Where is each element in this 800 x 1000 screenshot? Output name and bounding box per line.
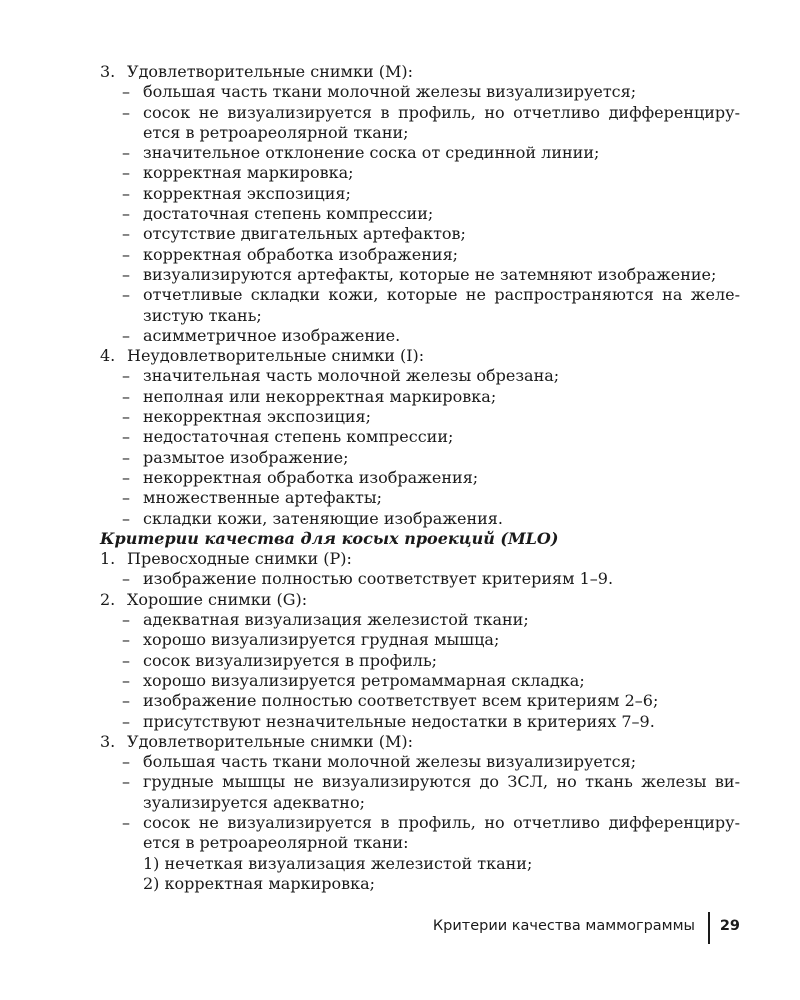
footer-divider (708, 912, 710, 944)
list-item: – грудные мышцы не визуализируются до ЗСЛ, но ткань железы ви- (122, 772, 740, 792)
list-item: – визуализируются артефакты, которые не затемняют изображение; (122, 264, 717, 284)
list-heading-moderate-mlo (100, 732, 740, 752)
list-item: – значительное отклонение соска от срединной линии; (122, 143, 600, 163)
list-item: – изображение полностью соответствует всем критериям 2–6; (122, 691, 659, 711)
list-heading-good (100, 590, 740, 610)
list-item: – асимметричное изображение. (122, 325, 401, 345)
running-title: Критерии качества маммограммы (432, 918, 695, 934)
list-item: – множественные артефакты; (122, 488, 382, 508)
list-heading-perfect (100, 549, 740, 569)
list-item: – сосок визуализируется в профиль; (122, 650, 438, 670)
list-item: – хорошо визуализируется ретромаммарная складка; (122, 670, 585, 690)
sub-list-item: 2) корректная маркировка; (143, 873, 376, 893)
list-item: – сосок не визуализируется в профиль, но отчетливо дифференциру- (122, 812, 740, 832)
list-item: – корректная обработка изображения; (122, 244, 459, 264)
list-item: – корректная экспозиция; (122, 183, 351, 203)
list-item: – значительная часть молочной железы обрезана; (122, 366, 560, 386)
list-number: 1. (100, 549, 116, 569)
list-heading-text: Хорошие снимки (G): (127, 589, 308, 609)
list-item: – корректная маркировка; (122, 163, 354, 183)
list-heading-moderate-cc (100, 62, 740, 82)
list-heading-text: Удовлетворительные снимки (M): (127, 62, 413, 81)
list-item: – большая часть ткани молочной железы визуализируется; (122, 752, 637, 772)
list-item: – отчетливые складки кожи, которые не распространяются на желе- (122, 285, 740, 305)
list-item-continuation: ется в ретроареолярной ткани; (143, 122, 409, 142)
list-number: 2. (100, 589, 116, 609)
running-footer (400, 912, 740, 944)
list-item: – достаточная степень компрессии; (122, 204, 434, 224)
list-item-continuation: ется в ретроареолярной ткани: (143, 833, 409, 853)
list-item: – сосок не визуализируется в профиль, но отчетливо дифференциру- (122, 102, 740, 122)
list-item: – отсутствие двигательных артефактов; (122, 224, 466, 244)
list-item: – неполная или некорректная маркировка; (122, 386, 497, 406)
list-item: – некорректная экспозиция; (122, 407, 371, 427)
list-number: 3. (100, 731, 116, 751)
sub-list-item: 1) нечеткая визуализация железистой ткани; (143, 853, 533, 873)
list-item-continuation: зистую ткань; (143, 305, 262, 325)
list-item: – большая часть ткани молочной железы визуализируется; (122, 82, 637, 102)
page-number: 29 (719, 918, 740, 934)
list-heading-inadequate (100, 346, 740, 366)
list-number: 4. (100, 346, 116, 366)
list-number: 3. (100, 62, 116, 81)
list-item: – складки кожи, затеняющие изображения. (122, 508, 503, 528)
section-heading-mlo: Критерии качества для косых проекций (MLO) (100, 528, 559, 548)
list-heading-text: Неудовлетворительные снимки (I): (127, 346, 425, 366)
list-item: – адекватная визуализация железистой ткани; (122, 610, 529, 630)
list-item: – недостаточная степень компрессии; (122, 427, 454, 447)
list-heading-text: Превосходные снимки (P): (127, 549, 352, 569)
list-item: – присутствуют незначительные недостатки в критериях 7–9. (122, 711, 655, 731)
list-heading-text: Удовлетворительные снимки (M): (127, 731, 413, 751)
page-body (100, 62, 740, 894)
list-item-continuation: зуализируется адекватно; (143, 792, 365, 812)
list-item: – размытое изображение; (122, 447, 349, 467)
list-item: – изображение полностью соответствует критериям 1–9. (122, 569, 614, 589)
list-item: – хорошо визуализируется грудная мышца; (122, 630, 500, 650)
list-item: – некорректная обработка изображения; (122, 467, 479, 487)
